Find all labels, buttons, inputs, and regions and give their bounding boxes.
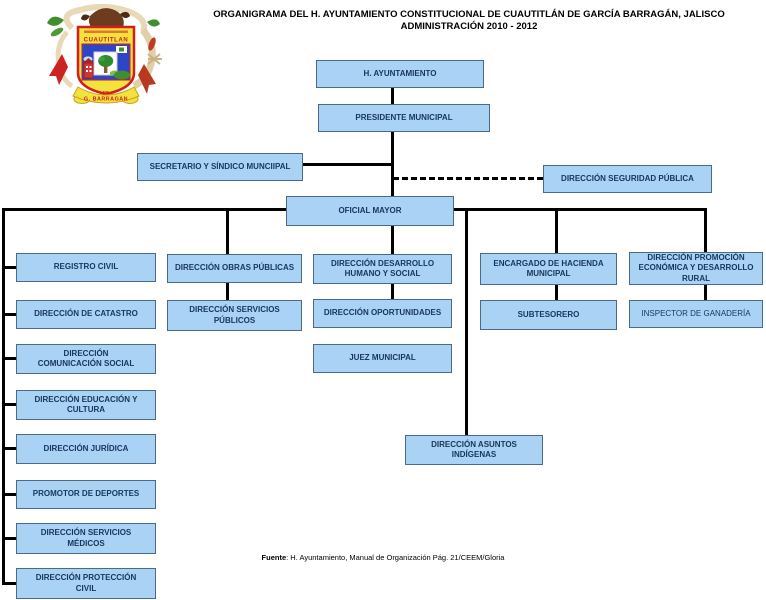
org-node-registro-civil: REGISTRO CIVIL: [16, 253, 156, 282]
org-node-oportunidades: DIRECCIÓN OPORTUNIDADES: [313, 299, 452, 328]
org-node-juez-municipal: JUEZ MUNICIPAL: [313, 344, 452, 373]
connector-trunk-asuntos: [465, 208, 468, 435]
connector-stub-juridica: [2, 447, 16, 450]
connector-stub-deportes: [2, 493, 16, 496]
connector-secretario: [303, 163, 392, 166]
connector-trunk-promocion: [704, 208, 707, 252]
coat-of-arms-shield: [78, 27, 134, 94]
page-title-line2: ADMINISTRACIÓN 2010 - 2012: [400, 21, 538, 32]
connector-stub-catastro: [2, 313, 16, 316]
org-node-promocion-economica: DIRECCIÓN PROMOCIÓN ECONÓMICA Y DESARROLLO RURAL: [629, 252, 763, 285]
org-node-servicios-publicos: DIRECCIÓN SERVICIOS PÚBLICOS: [167, 300, 302, 331]
org-node-juridica: DIRECCIÓN JURÍDICA: [16, 434, 156, 464]
org-node-seguridad-publica: DIRECCIÓN SEGURIDAD PÚBLICA: [543, 165, 712, 193]
source-note-text: : H. Ayuntamiento, Manual de Organización Pág. 21/CEEM/Gloria: [286, 553, 505, 562]
connector-stub-educacion: [2, 403, 16, 406]
org-node-secretario-sindico: SECRETARIO Y SÍNDICO MUNCIIPAL: [137, 153, 303, 181]
shield-name-banner: CUAUTITLAN: [83, 37, 129, 44]
connector-left-spine: [2, 208, 5, 585]
org-node-h-ayuntamiento: H. AYUNTAMIENTO: [316, 60, 484, 88]
org-node-presidente-municipal: PRESIDENTE MUNICIPAL: [318, 104, 490, 132]
org-node-obras-publicas: DIRECCIÓN OBRAS PÚBLICAS: [167, 254, 302, 283]
org-node-promotor-deportes: PROMOTOR DE DEPORTES: [16, 480, 156, 509]
org-node-desarrollo-humano: DIRECCIÓN DESARROLLO HUMANO Y SOCIAL: [313, 254, 452, 284]
connector-ayuntamiento-presidente: [391, 88, 394, 104]
connector-obras-servicios: [226, 283, 229, 300]
org-node-educacion-cultura: DIRECCIÓN EDUCACIÓN Y CULTURA: [16, 390, 156, 420]
org-node-hacienda: ENCARGADO DE HACIENDA MUNICIPAL: [480, 253, 617, 285]
connector-stub-registro: [2, 266, 16, 269]
connector-desarrollo-oportunidades: [391, 284, 394, 299]
banner-de-text: DE: [102, 90, 110, 95]
source-note: [0, 553, 766, 562]
org-node-catastro: DIRECCIÓN DE CATASTRO: [16, 300, 156, 329]
org-node-subtesorero: SUBTESORERO: [480, 300, 617, 330]
connector-trunk-obras: [226, 208, 229, 254]
org-node-inspector-ganaderia: INSPECTOR DE GANADERÍA: [629, 300, 763, 328]
connector-stub-comunicacion: [2, 357, 16, 360]
org-node-comunicacion-social: DIRECCIÓN COMUNICACIÓN SOCIAL: [16, 344, 156, 374]
org-node-servicios-medicos: DIRECCIÓN SERVICIOS MÉDICOS: [16, 523, 156, 554]
org-node-proteccion-civil: DIRECCIÓN PROTECCIÓN CIVIL: [16, 568, 156, 599]
banner-barragan-text: G. BARRAGAN: [83, 96, 129, 103]
org-node-asuntos-indigenas: DIRECCIÓN ASUNTOS INDÍGENAS: [405, 435, 543, 465]
connector-stub-proteccion: [2, 582, 16, 585]
org-node-oficial-mayor: OFICIAL MAYOR: [286, 196, 454, 226]
connector-hacienda-subtesorero: [555, 285, 558, 300]
municipal-coat-of-arms-icon: [44, 2, 166, 106]
page-title-line1: ORGANIGRAMA DEL H. AYUNTAMIENTO CONSTITUCIONAL DE CUAUTITLÁN DE GARCÍA BARRAGÁN, JALISCO: [213, 9, 725, 20]
connector-trunk-hacienda: [555, 208, 558, 253]
page-title: [172, 9, 766, 33]
connector-oficial-desarrollo: [391, 226, 394, 254]
connector-seguridad-dashed: [393, 177, 543, 180]
connector-promocion-inspector: [704, 285, 707, 300]
source-note-label: Fuente: [261, 553, 287, 562]
connector-stub-medicos: [2, 537, 16, 540]
